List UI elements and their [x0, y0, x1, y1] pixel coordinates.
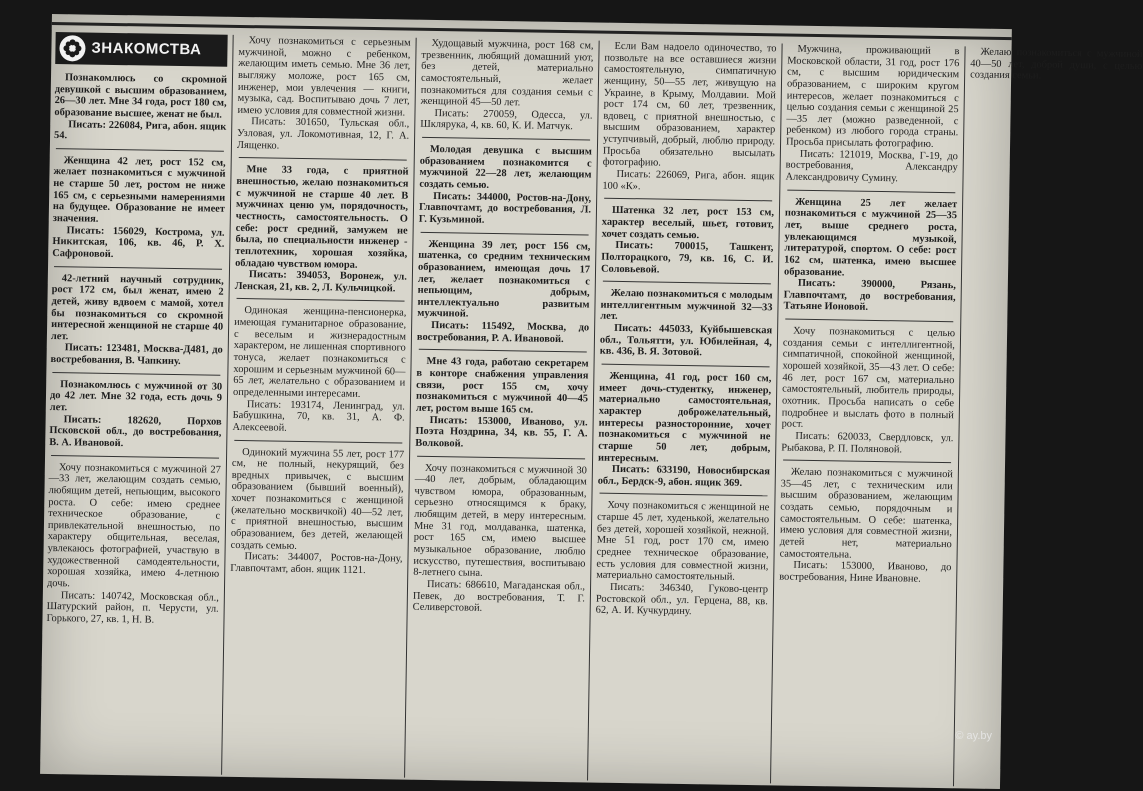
ad-text: Женщина 25 лет желает познакомиться с мужчиной 25—35 лет, выше среднего роста, увлекающимся музыкой, литературой, спортом. О себе: рост 162 см, шатенка, имею высшее образование. — [783, 196, 958, 279]
column-5 — [776, 44, 960, 787]
ad-address: Писать: 153000, Иваново, до востребования, Нине Ивановне. — [779, 559, 952, 585]
ad-address: Писать: 182620, Порхов Псковской обл., до востребования, В. А. Ивановой. — [49, 413, 222, 450]
rubric-header — [55, 32, 227, 67]
ad-separator — [239, 157, 407, 161]
classified-ad — [783, 196, 957, 315]
ad-separator — [56, 148, 224, 152]
ad-separator — [417, 455, 585, 459]
ad-separator — [422, 137, 590, 141]
classified-ad — [785, 44, 959, 186]
column-4 — [593, 41, 777, 784]
ad-text: Мне 43 года, работаю секретарем в конторе снабжения управления связи, рост 155 см, хочу познакомиться с мужчиной 40—45 лет, ростом выше 165 см. — [415, 356, 589, 416]
ad-separator — [234, 439, 402, 443]
ad-text: Мне 33 года, с приятной внешностью, желаю познакомиться с мужчиной не старше 40 лет. В мужчинах ценю ум, порядочность, честность, самостоятельность. О себе: рост средний, замужем не была, по специальности инженер - теплотехник, хорошая хозяйка, обладаю чувством юмора. — [235, 164, 409, 271]
ad-separator — [603, 281, 771, 285]
ad-address: Писать: 344007, Ростов-на-Дону, Главпочтамт, абон. ящик 1121. — [230, 551, 403, 576]
ad-address: Писать: 700015, Ташкент, Полторацкого, 79, кв. 16, С. И. Соловьевой. — [600, 240, 774, 276]
ad-text: Мужчина, проживающий в Московской области, 31 год, рост 176 см, с высшим юридическим образованием, с широким кругом интересов, желает познакомиться с целью создания семьи с женщиной 25—35 лет (можно разведенной, с ребенком) из любого города страны. Просьба присылать фотографию. — [785, 43, 960, 150]
classified-ad — [54, 72, 227, 145]
ad-separator — [600, 493, 768, 497]
column-1 — [44, 32, 228, 775]
classified-ad — [596, 500, 770, 619]
ad-separator — [785, 319, 953, 323]
ad-text: Женщина 39 лет, рост 156 см, шатенка, со средним техническим образованием, имеющая дочь 17 лет, желает познакомиться с непьющим, добрым, интеллектуально развитым мужчиной. — [417, 238, 591, 321]
ad-text: Желаю познакомиться с мужчиной 35—45 лет, с техническим или высшим образованием, желающим создать семью, порядочным и самостоятельным. О себе: шатенка, имею условия для совместной жизни, детей нет, материально самостоятельна. — [779, 466, 953, 561]
classified-ad — [413, 462, 587, 616]
classified-ad — [420, 38, 593, 134]
ad-text: Молодая девушка с высшим образованием познакомится с мужчиной 22—28 лет, желающим создать семью. — [419, 144, 592, 191]
ad-text: Познакомлюсь с мужчиной от 30 до 42 лет. Мне 32 года, есть дочь 9 лет. — [49, 378, 223, 414]
classified-ad — [419, 144, 592, 228]
flower-icon — [59, 35, 85, 61]
newspaper-page — [40, 14, 1143, 789]
ad-address: Писать: 226069, Рига, абон. ящик 100 «К». — [602, 168, 775, 192]
classified-ad — [598, 371, 772, 490]
ad-address: Писать: 270059, Одесса, ул. Шклярука, 4, кв. 60, К. И. Матчук. — [420, 107, 593, 133]
classified-ad — [600, 288, 773, 361]
classified-ad — [50, 273, 223, 369]
ad-separator — [421, 231, 589, 235]
classified-ad — [232, 305, 406, 436]
ad-address: Писать: 346340, Гуково-центр Ростовской обл., ул. Герцена, 88, кв. 62, А. И. Кучкурдину. — [595, 581, 769, 618]
ad-separator — [783, 460, 951, 464]
ad-address: Писать: 156029, Кострома, ул. Никитская, 106, кв. 46, Р. Х. Сафроновой. — [52, 224, 225, 260]
ad-text: Хочу познакомиться с серьезным мужчиной, можно с ребенком, желающим иметь семью. Мне 36 лет, выгляжу моложе, рост 165 см, инженер, мои увлечения — книги, музыка, сад. Воспитываю дочь 7 лет, имею условия для совместной жизни. — [237, 35, 411, 119]
column-6 — [959, 46, 1143, 789]
classified-ad — [417, 238, 591, 345]
ad-text: Одинокий мужчина 55 лет, рост 177 см, не полный, некурящий, без вредных привычек, с высшим образованием (бывший военный), хочет познакомиться с женщиной (желательно москвичкой) 40—52 лет, с приятной внешностью, высшим образованием, без детей, желающей создать семью. — [230, 446, 405, 552]
classified-ad — [601, 205, 774, 278]
rubric-title: ЗНАКОМСТВА — [91, 39, 202, 58]
ad-separator — [604, 198, 772, 202]
ad-text: Женщина, 41 год, рост 160 см, имеет дочь-студентку, инженер, материально самостоятельная, характер доброжелательный, интересы разносторонние, хочет познакомиться с мужчиной не старше 50 лет, добрым, интересным. — [598, 370, 772, 465]
ad-address: Писать: 620033, Свердловск, ул. Рыбакова, Р. П. Поляновой. — [781, 430, 954, 455]
ad-text: Худощавый мужчина, рост 168 см, трезвенник, любящий домашний уют, без детей, материально самостоятельный, желает познакомиться для создания семьи с женщиной 45—50 лет. — [420, 37, 594, 109]
ad-separator — [51, 455, 219, 459]
classified-ad — [602, 41, 776, 195]
classified-ad — [415, 356, 588, 452]
ad-separator — [54, 266, 222, 270]
ad-text: Хочу познакомиться с мужчиной 30—40 лет, добрым, обладающим чувством юмора, образованным, серьезно относящимся к браку, любящим детей, в меру интересным. Мне 31 год, молдаванка, шатенка, рост 165 см, имею высшее музыкальное образование, люблю искусство, путешествия, воспитываю 8-летнего сына. — [413, 462, 587, 580]
ad-text: Хочу познакомиться с мужчиной 27—33 лет, желающим создать семью, любящим детей, непьющим, высокого роста. О себе: имею среднее техническое образование, с привлекательной внешностью, по характеру общительная, веселая, увлекаюсь фотографией, участвую в художественной самодеятельности, хорошая хозяйка, имею 4-летнюю дочь. — [46, 461, 221, 590]
ad-address: Писать: 115492, Москва, до востребования, Р. А. Ивановой. — [416, 320, 590, 345]
ad-separator — [237, 298, 405, 302]
ad-text: Желаю познакомиться с мужчиной 40—50 лет, доброй души, с целью создания семьи. — [970, 46, 1143, 82]
watermark: © ay.by — [955, 730, 992, 742]
ad-text: Хочу познакомиться с женщиной не старше 45 лет, худенькой, желательно без детей, хорошей хозяйкой, нежной. Мне 51 год, рост 170 см, имею среднее техническое образование, есть условия для совместной жизни, материально самостоятельный. — [596, 500, 770, 584]
classified-ad — [49, 379, 222, 452]
ad-text: Познакомлюсь со скромной девушкой с высшим образованием, 26—30 лет. Мне 34 года, рост 180 см, образование высшее, женат не был. — [54, 72, 228, 121]
ad-address: Писать: 445033, Куйбышевская обл., Тольятти, ул. Юбилейная, 4, кв. 436, В. Я. Зотовой. — [599, 322, 773, 359]
ad-address: Писать: 153000, Иваново, ул. Поэта Ноздрина, 34, кв. 55, Г. А. Волковой. — [415, 414, 588, 450]
ad-address: Писать: 390000, Рязань, Главпочтамт, до востребования, Татьяне Ионовой. — [783, 277, 956, 314]
ad-text: Желаю познакомиться с молодым интеллигентным мужчиной 32—33 лет. — [600, 287, 773, 323]
classified-ad — [235, 164, 409, 295]
classified-ad — [46, 462, 221, 628]
classified-ad — [781, 326, 955, 457]
ad-address: Писать: 633190, Новосибирская обл., Бердск-9, абон. ящик 369. — [597, 463, 770, 489]
ad-text: Женщина 42 лет, рост 152 см, желает познакомиться с мужчиной не старше 50 лет, ростом не ниже 165 см, с серьезными намерениями на будущее. Образование не имеет значения. — [52, 155, 226, 225]
ad-address: Писать: 686610, Магаданская обл., Певек, до востребования, Т. Г. Селиверстовой. — [412, 578, 586, 615]
classified-ad — [237, 35, 411, 154]
ad-address: Писать: 301650, Тульская обл., Узловая, ул. Локомотивная, 12, Г. А. Лященко. — [236, 116, 410, 152]
classified-ad — [230, 446, 404, 577]
ad-text: Если Вам надоело одиночество, то позвольте на все оставшиеся жизни самостоятельную, симпатичную женщину, 50—55 лет, живущую на Украине, в Крыму, Молдавии. Мой рост 174 см, 60 лет, трезвенник, вдовец, с приятной внешностью, с высшим образованием, характер уступчивый, добрый, люблю природу. Просьба обязательно высылать фотографию. — [602, 40, 777, 169]
ad-text: 42-летний научный сотрудник, рост 172 см, был женат, имею 2 детей, живу вдвоем с мамой, хотел бы познакомиться со скромной интересной женщиной не старше 40 лет. — [50, 272, 224, 343]
ad-address: Писать: 226084, Рига, абон. ящик 54. — [54, 118, 227, 142]
ad-address: Писать: 140742, Московская обл., Шатурский район, п. Черусти, ул. Горького, 27, кв. 1, Н. В. — [46, 589, 219, 626]
column-3 — [410, 38, 594, 781]
column-2 — [227, 35, 411, 778]
classified-ad — [970, 46, 1143, 84]
ad-separator — [419, 349, 587, 353]
ad-separator — [52, 372, 220, 376]
ad-separator — [602, 364, 770, 368]
ad-address: Писать: 123481, Москва-Д481, до востребования, В. Чапкину. — [50, 342, 223, 368]
ad-text: Хочу познакомиться с целью создания семьи с интеллигентной, симпатичной, спокойной женщиной, хорошей хозяйкой, 35—43 лет. О себе: 46 лет, рост 167 см, материально самостоятельный, любитель природы, охотник. Просьба написать о себе подробнее и выслать фото в полный рост. — [781, 325, 956, 431]
ad-separator — [787, 189, 955, 193]
ad-address: Писать: 344000, Ростов-на-Дону, Главпочтамт, до востребования, Л. Г. Кузьминой. — [418, 190, 592, 226]
ad-address: Писать: 193174, Ленинград, ул. Бабушкина, 70, кв. 31, А. Ф. Алексеевой. — [232, 398, 405, 434]
ad-text: Шатенка 32 лет, рост 153 см, характер веселый, шьет, готовит, хочет создать семью. — [601, 205, 775, 241]
classified-ad — [52, 155, 226, 262]
ad-address: Писать: 394053, Воронеж, ул. Ленская, 21, кв. 2, Л. Кульчицкой. — [234, 269, 407, 295]
classified-ad — [779, 467, 953, 586]
ad-text: Одинокая женщина-пенсионерка, имеющая гуманитарное образование, с веселым и жизнерадостным характером, не лишенная спортивного тонуса, желает познакомиться с хорошим и серьезным мужчиной 60—65 лет, желательно с образованием и определенными интересами. — [232, 305, 407, 400]
ad-address: Писать: 121019, Москва, Г-19, до востребования, Александру Александровичу Сумину. — [785, 148, 958, 185]
